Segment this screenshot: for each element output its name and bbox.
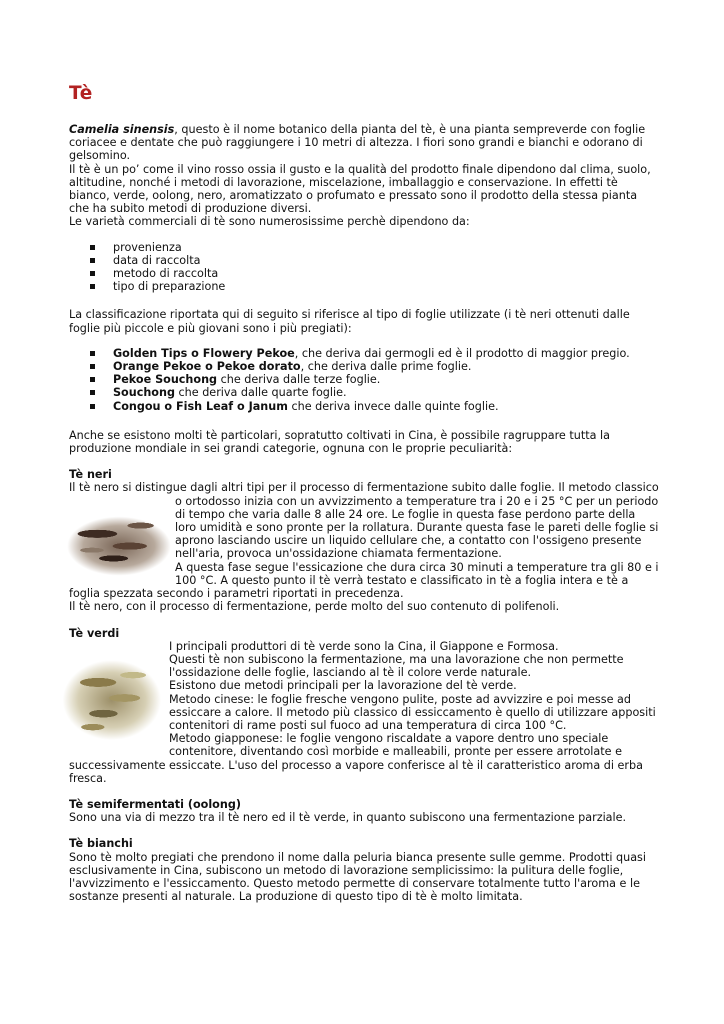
oolong-tea-paragraph: Sono una via di mezzo tra il tè nero ed il tè verde, in quanto subiscono una fermentazione parziale. — [69, 811, 627, 825]
grade-desc: che deriva invece dalle quinte foglie. — [287, 399, 499, 413]
green-tea-paragraph: I principali produttori di tè verde sono la Cina, il Giappone e Formosa. — [169, 639, 559, 653]
grade-desc: , che deriva dai germogli ed è il prodotto di maggior pregio. — [294, 346, 630, 360]
grade-name: Orange Pekoe o Pekoe dorato — [113, 360, 301, 374]
green-tea-paragraph: Metodo giapponese: le foglie vengono riscaldate a vapore dentro uno speciale contenitore, diventando così morbide e malleabili, pronte per essere arrotolate e successivamente essiccate. L'uso del processo a vapore conferisce al tè il caratteristico aroma di erba fresca. — [69, 732, 643, 785]
grade-desc: che deriva dalle terze foglie. — [217, 373, 381, 387]
green-tea-paragraph: Metodo cinese: le foglie fresche vengono pulite, poste ad avvizzire e poi messe ad essiccare a calore. Il metodo più classico di essiccamento è quello di utilizzare appositi contenitori di rame posti sul fuoco ad una temperatura di circa 100 °C. — [169, 692, 656, 732]
categories-intro: Anche se esistono molti tè particolari, sopratutto coltivati in Cina, è possibile ragruppare tutta la produzione mondiale in sei grandi categorie, ognuna con le proprie peculiarità: — [69, 428, 610, 456]
species-name: Camelia sinensis — [69, 123, 175, 136]
grade-desc: , che deriva dalle prime foglie. — [300, 360, 472, 374]
section-oolong-tea — [69, 798, 659, 824]
section-heading: Tè verdi — [69, 626, 120, 640]
list-item: tipo di preparazione — [69, 280, 659, 293]
black-tea-paragraph: o ortodosso inizia con un avvizzimento a temperature tra i 20 e i 25 °C per un periodo di tempo che varia dalle 8 alle 24 ore. Le foglie in questa fase perdono parte della loro umidità e sono pronte per la rollatura. Durante questa fase le pareti delle foglie si aprono lasciando uscire un liquido cellulare che, a contatto con l'ossigeno presente nell'aria, provoca un'ossidazione chiamata fermentazione. — [175, 494, 659, 561]
section-heading: Tè neri — [69, 468, 112, 482]
green-tea-paragraph: Esistono due metodi principali per la lavorazione del tè verde. — [169, 679, 517, 693]
grade-name: Golden Tips o Flowery Pekoe — [113, 346, 295, 360]
list-item — [69, 386, 659, 399]
white-tea-paragraph: Sono tè molto pregiati che prendono il nome dalla peluria bianca presente sulle gemme. Prodotti quasi esclusivamente in Cina, subiscono un metodo di lavorazione semplicissimo: la pulitura delle foglie, l'avvizzimento e l'essiccamento. Questo metodo permette di conservare totalmente tutto l'aroma e le sostanze presenti al naturale. La produzione di questo tipo di tè è molto limitata. — [69, 850, 646, 904]
section-heading: Tè bianchi — [69, 837, 133, 851]
black-tea-first-line: Il tè nero si distingue dagli altri tipi per il processo di fermentazione subito dalle foglie. Il metodo classico — [69, 481, 659, 495]
list-item — [69, 400, 659, 413]
document-page — [69, 82, 659, 903]
factors-list — [69, 241, 659, 294]
list-item — [69, 373, 659, 386]
intro-text: , questo è il nome botanico della pianta del tè, è una pianta sempreverde con foglie coriacee e dentate che può raggiungere i 10 metri di altezza. I fiori sono grandi e bianchi e odorano di gelsomino. — [69, 123, 646, 163]
intro-paragraph — [69, 123, 659, 163]
grade-desc: che deriva dalle quarte foglie. — [174, 386, 347, 400]
page-title: Tè — [69, 83, 93, 104]
black-tea-image — [65, 501, 173, 583]
grade-name: Souchong — [113, 386, 175, 400]
list-item: data di raccolta — [69, 254, 659, 267]
list-item — [69, 347, 659, 360]
section-white-tea — [69, 837, 659, 903]
section-green-tea — [69, 627, 659, 785]
section-black-tea — [69, 468, 659, 613]
section-heading: Tè semifermentati (oolong) — [69, 797, 241, 811]
intro-section — [69, 123, 659, 229]
list-item: metodo di raccolta — [69, 267, 659, 280]
black-tea-paragraph: Il tè nero, con il processo di fermentazione, perde molto del suo contenuto di polifenoli. — [69, 600, 560, 614]
black-tea-paragraph: A questa fase segue l'essicazione che dura circa 30 minuti a temperature tra gli 80 e i 100 °C. A questo punto il tè verrà testato e classificato in tè a foglia intera e tè a foglia spezzata secondo i parametri riportati in precedenza. — [69, 560, 659, 601]
grades-list — [69, 347, 659, 413]
intro-paragraph-3: Le varietà commerciali di tè sono numerosissime perchè dipendono da: — [69, 215, 470, 229]
list-item — [69, 360, 659, 373]
classification-intro: La classificazione riportata qui di seguito si riferisce al tipo di foglie utilizzate (i tè neri ottenuti dalle foglie più piccole e più giovani sono i più pregiati): — [69, 308, 630, 335]
green-tea-paragraph: Questi tè non subiscono la fermentazione, ma una lavorazione che non permette l'ossidazione delle foglie, lasciando al tè il colore verde naturale. — [169, 652, 624, 680]
green-tea-image — [61, 646, 167, 750]
intro-paragraph-2: Il tè è un po’ come il vino rosso ossia il gusto e la qualità del prodotto finale dipendono dal clima, suolo, altitudine, nonché i metodi di lavorazione, miscelazione, imballaggio e conservazione. In effetti tè bianco, verde, oolong, nero, aromatizzato o profumato e pressato sono il prodotto della stessa pianta che ha subito metodi di produzione diversi. — [69, 162, 651, 216]
grade-name: Congou o Fish Leaf o Janum — [113, 399, 288, 413]
list-item: provenienza — [69, 241, 659, 254]
grade-name: Pekoe Souchong — [113, 373, 218, 387]
